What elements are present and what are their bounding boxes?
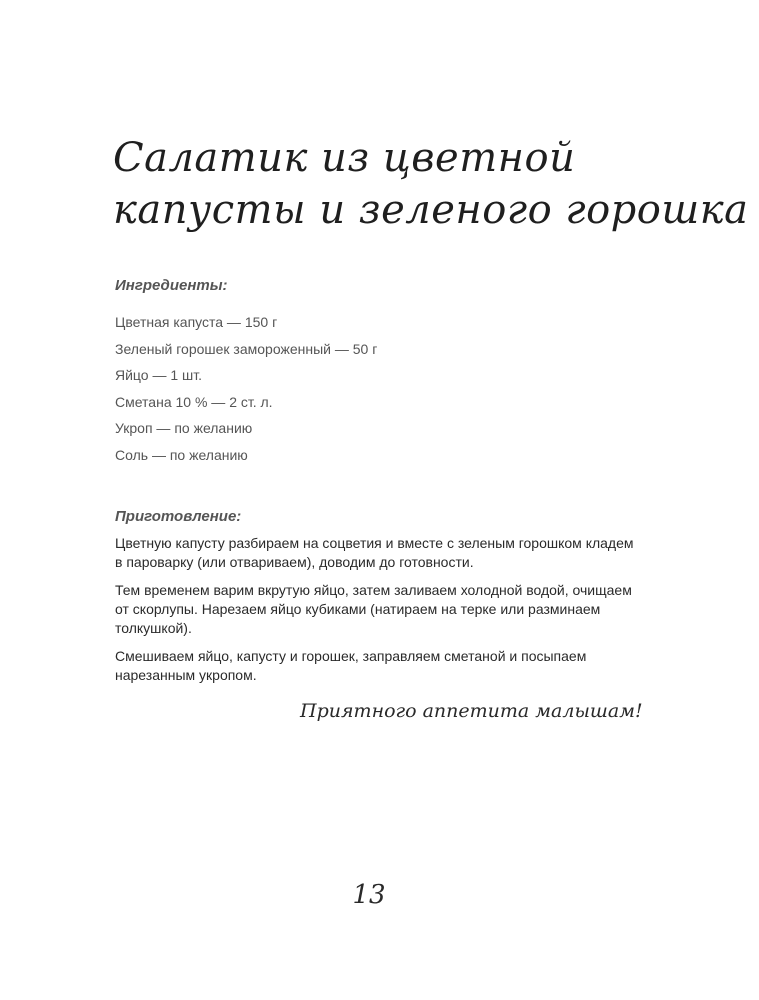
ingredient-item: Цветная капуста — 150 г xyxy=(115,314,278,330)
signoff-note: Приятного аппетита малышам! xyxy=(300,700,643,722)
ingredient-item: Яйцо — 1 шт. xyxy=(115,367,203,384)
ingredient-item: Сметана 10 % — 2 ст. л. xyxy=(115,393,273,410)
ingredient-item: Соль — по желанию xyxy=(115,446,248,463)
recipe-title-line-1: Салатик из цветной xyxy=(113,135,576,181)
ingredient-item: Зеленый горошек замороженный — 50 г xyxy=(115,340,378,357)
preparation-heading: Приготовление: xyxy=(115,508,242,525)
ingredients-list xyxy=(115,313,377,473)
preparation-paragraph: Тем временем варим вкрутую яйцо, затем заливаем холодной водой, очищаем от скорлупы. Нарезаем яйцо кубиками (натираем на терке или разминаем толкушкой). xyxy=(115,582,632,636)
ingredient-item: Укроп — по желанию xyxy=(115,420,253,437)
preparation-steps xyxy=(115,534,635,694)
preparation-paragraph: Смешиваем яйцо, капусту и горошек, заправляем сметаной и посыпаем нарезанным укропом. xyxy=(115,648,587,683)
ingredients-heading: Ингредиенты: xyxy=(115,277,228,294)
page-number: 13 xyxy=(352,880,386,910)
recipe-title-line-2: капусты и зеленого горошка xyxy=(113,187,749,233)
recipe-title xyxy=(113,132,749,236)
preparation-paragraph: Цветную капусту разбираем на соцветия и вместе с зеленым горошком кладем в пароварку (или отвариваем), доводим до готовности. xyxy=(115,535,634,570)
